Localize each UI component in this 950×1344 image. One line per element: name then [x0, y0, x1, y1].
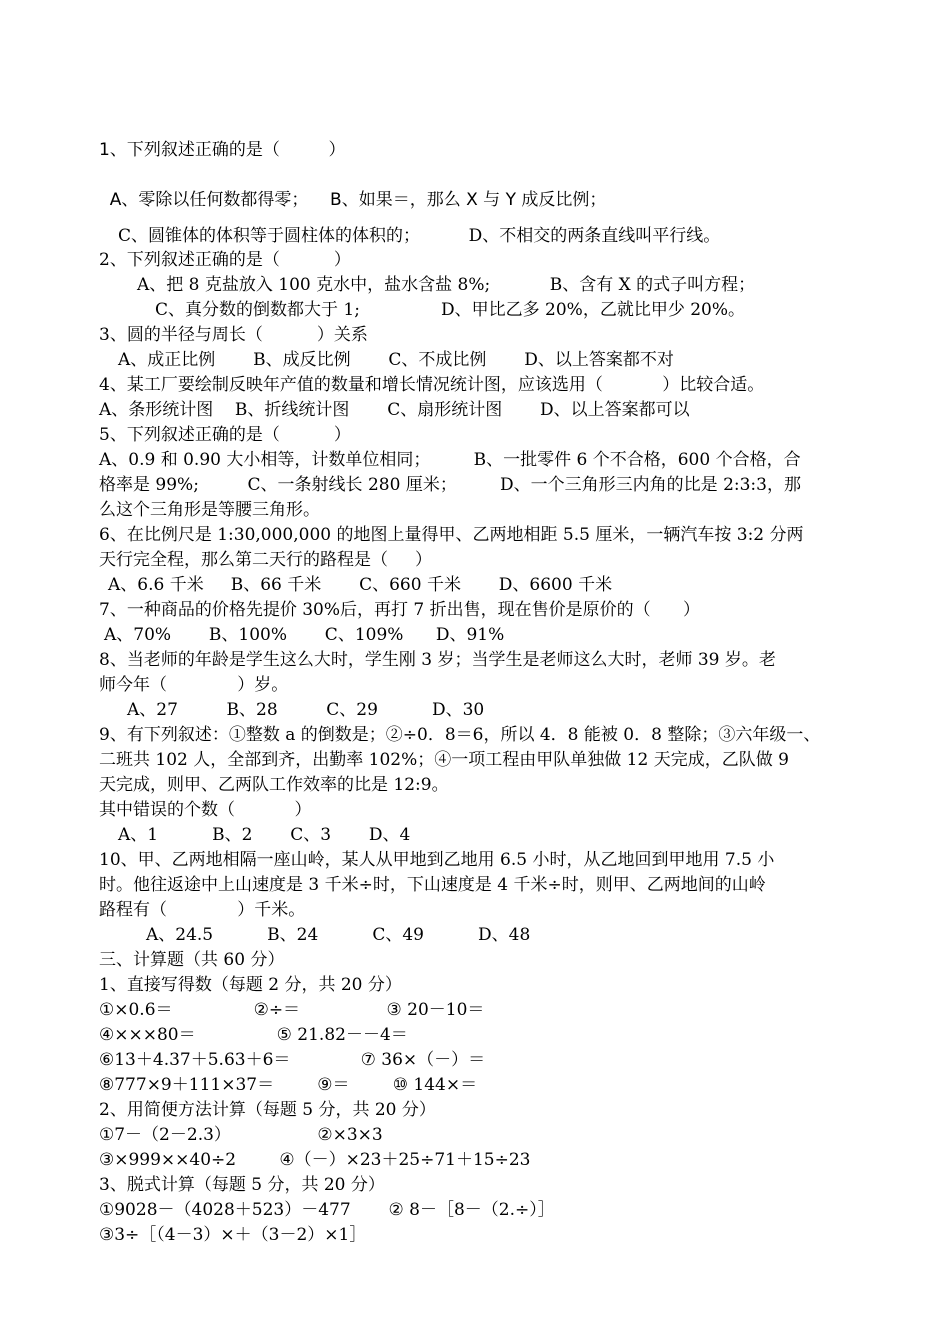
- question-9-line-2: 二班共 102 人，全部到齐，出勤率 102%；④一项工程由甲队单独做 12 天完成，乙队做 9: [99, 750, 789, 770]
- question-9-options: A、1 B、2 C、3 D、4: [118, 825, 411, 845]
- part-3-row-1: ①9028－（4028＋523）－477 ② 8－［8－（2.÷）］: [99, 1200, 555, 1220]
- question-5-stem: 5、下列叙述正确的是（ ）: [99, 425, 351, 445]
- question-7-options: A、70% B、100% C、109% D、91%: [104, 625, 505, 645]
- question-10-line-2: 时。他往返途中上山速度是 3 千米÷时，下山速度是 4 千米÷时，则甲、乙两地间的山岭: [99, 875, 766, 895]
- part-2-row-1: ①7－（2－2.3） ②×3×3: [99, 1125, 383, 1145]
- question-1-options-ab: A、零除以任何数都得零； B、如果＝，那么 X 与 Y 成反比例；: [99, 190, 607, 210]
- question-10-line-3: 路程有（ ）千米。: [99, 900, 306, 920]
- question-4-stem: 4、某工厂要绘制反映年产值的数量和增长情况统计图，应该选用（ ）比较合适。: [99, 375, 765, 395]
- question-6-line-2: 天行完全程，那么第二天行的路程是（ ）: [99, 550, 433, 570]
- part-3-row-2: ③3÷［（4－3）×＋（3－2）×1］: [99, 1225, 367, 1245]
- question-9-line-4: 其中错误的个数（ ）: [99, 800, 312, 820]
- question-3-stem: 3、圆的半径与周长（ ）关系: [99, 325, 368, 345]
- part-1-row-1: ①×0.6＝ ②÷＝ ③ 20－10＝: [99, 1000, 485, 1020]
- part-1-row-4: ⑧777×9＋111×37＝ ⑨＝ ⑩ 144×＝: [99, 1075, 478, 1095]
- question-8-line-2: 师今年（ ）岁。: [99, 675, 289, 695]
- question-5-line-2: 格率是 99%; C、一条射线长 280 厘米； D、一个三角形三内角的比是 2:3:3，那: [99, 475, 801, 495]
- question-7-stem: 7、一种商品的价格先提价 30%后，再打 7 折出售，现在售价是原价的（ ）: [99, 600, 701, 620]
- part-3-heading: 3、脱式计算（每题 5 分，共 20 分）: [99, 1175, 385, 1195]
- question-10-line-1: 10、甲、乙两地相隔一座山岭，某人从甲地到乙地用 6.5 小时，从乙地回到甲地用 7.5 小: [99, 850, 775, 870]
- question-8-line-1: 8、当老师的年龄是学生这么大时，学生刚 3 岁；当学生是老师这么大时，老师 39 岁。老: [99, 650, 776, 670]
- question-2-options-ab: A、把 8 克盐放入 100 克水中，盐水含盐 8%; B、含有 X 的式子叫方程；: [137, 275, 756, 295]
- question-1-stem: 1、下列叙述正确的是（ ）: [99, 140, 346, 160]
- question-9-line-1: 9、有下列叙述：①整数 a 的倒数是；②÷0．8＝6，所以 4．8 能被 0．8 整除；③六年级一、: [99, 725, 821, 745]
- part-1-heading: 1、直接写得数（每题 2 分，共 20 分）: [99, 975, 402, 995]
- question-2-options-cd: C、真分数的倒数都大于 1; D、甲比乙多 20%，乙就比甲少 20%。: [155, 300, 746, 320]
- part-2-row-2: ③×999××40÷2 ④（－）×23＋25÷71＋15÷23: [99, 1150, 531, 1170]
- question-6-line-1: 6、在比例尺是 1:30,000,000 的地图上量得甲、乙两地相距 5.5 厘米，一辆汽车按 3:2 分两: [99, 525, 804, 545]
- question-5-line-1: A、0.9 和 0.90 大小相等，计数单位相同； B、一批零件 6 个不合格，600 个合格，合: [99, 450, 801, 470]
- question-9-line-3: 天完成，则甲、乙两队工作效率的比是 12:9。: [99, 775, 449, 795]
- question-3-options: A、成正比例 B、成反比例 C、不成比例 D、以上答案都不对: [118, 350, 674, 370]
- question-4-options: A、条形统计图 B、折线统计图 C、扇形统计图 D、以上答案都可以: [99, 400, 690, 420]
- question-8-options: A、27 B、28 C、29 D、30: [127, 700, 485, 720]
- part-1-row-3: ⑥13＋4.37＋5.63＋6＝ ⑦ 36×（－）＝: [99, 1050, 486, 1070]
- part-2-heading: 2、用简便方法计算（每题 5 分，共 20 分）: [99, 1100, 436, 1120]
- question-5-line-3: 么这个三角形是等腰三角形。: [99, 500, 320, 520]
- question-6-options: A、6.6 千米 B、66 千米 C、660 千米 D、6600 千米: [108, 575, 613, 595]
- question-1-options-cd: C、圆锥体的体积等于圆柱体的体积的； D、不相交的两条直线叫平行线。: [118, 226, 721, 246]
- part-1-row-2: ④×××80＝ ⑤ 21.82－－4＝: [99, 1025, 408, 1045]
- question-10-options: A、24.5 B、24 C、49 D、48: [146, 925, 531, 945]
- question-2-stem: 2、下列叙述正确的是（ ）: [99, 250, 351, 270]
- section-3-heading: 三、计算题（共 60 分）: [99, 950, 285, 970]
